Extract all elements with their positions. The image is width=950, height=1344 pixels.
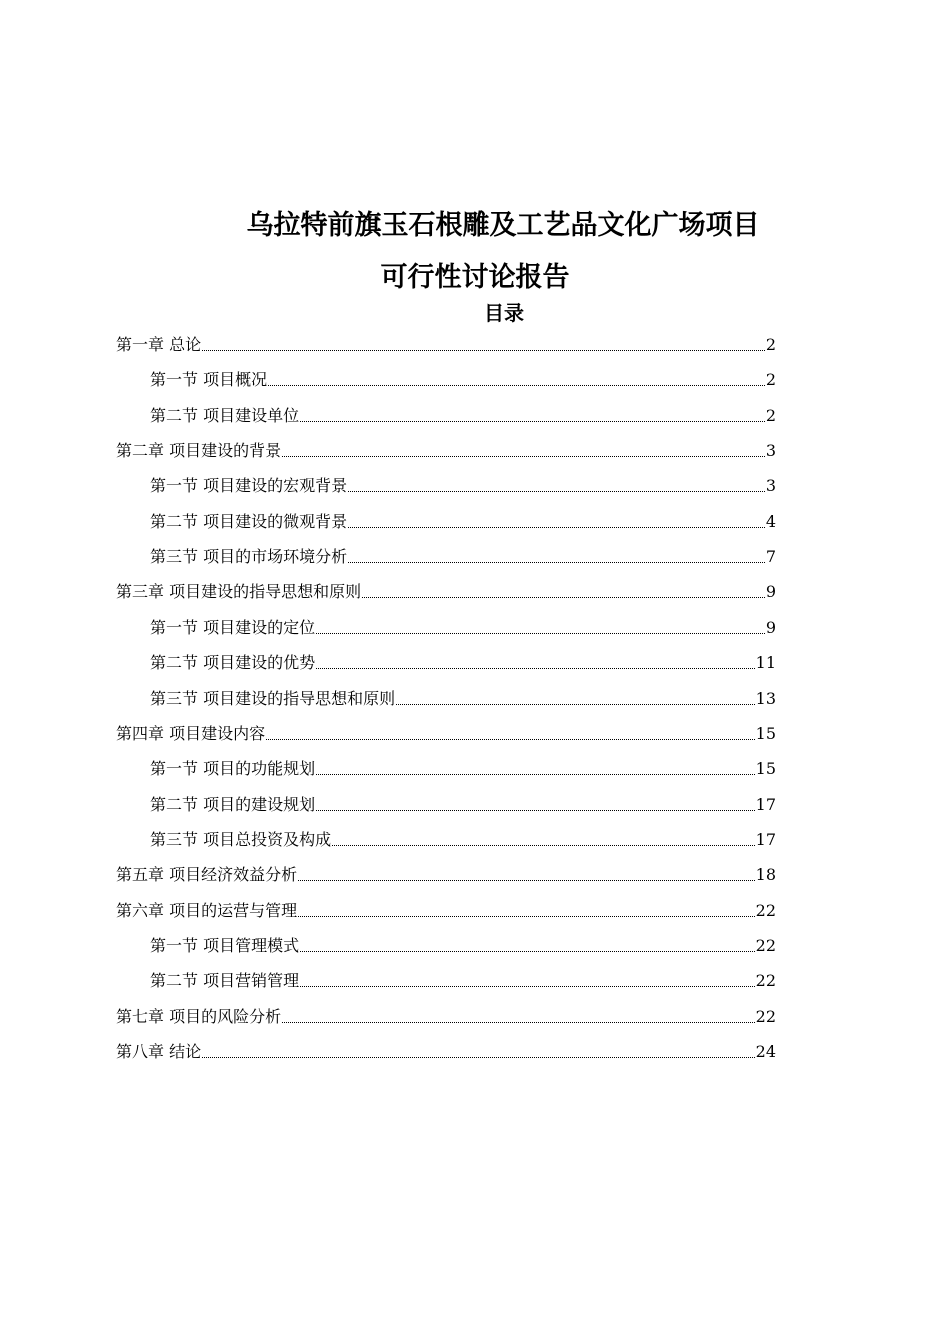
toc-entry-label: 第一节 项目的功能规划 — [150, 759, 316, 779]
toc-dot-leader — [332, 844, 755, 846]
toc-entry-page-number: 24 — [755, 1042, 776, 1061]
toc-entry-label: 第二节 项目建设的微观背景 — [150, 511, 348, 531]
toc-entry-page-number: 3 — [765, 476, 776, 496]
toc-chapter-entry[interactable] — [116, 992, 776, 1027]
toc-section-entry[interactable] — [150, 921, 776, 956]
toc-chapter-entry[interactable] — [116, 426, 776, 461]
toc-dot-leader — [300, 950, 755, 952]
toc-entry-label: 第二节 项目的建设规划 — [150, 794, 316, 814]
toc-entry-page-number: 15 — [755, 723, 776, 743]
toc-dot-leader — [268, 384, 765, 386]
toc-entry-page-number: 22 — [755, 900, 776, 920]
toc-entry-page-number: 17 — [755, 829, 776, 849]
toc-chapter-entry[interactable] — [116, 567, 776, 602]
toc-chapter-entry[interactable] — [116, 1027, 776, 1062]
toc-entry-label: 第七章 项目的风险分析 — [116, 1006, 282, 1026]
toc-dot-leader — [316, 667, 755, 669]
toc-entry-page-number: 17 — [755, 794, 776, 814]
toc-dot-leader — [282, 455, 765, 457]
toc-section-entry[interactable] — [150, 744, 776, 779]
toc-section-entry[interactable] — [150, 391, 776, 426]
toc-entry-page-number: 9 — [765, 582, 776, 602]
toc-dot-leader — [266, 738, 755, 740]
toc-entry-label: 第八章 结论 — [116, 1042, 202, 1061]
toc-section-entry[interactable] — [150, 815, 776, 850]
toc-dot-leader — [202, 1056, 755, 1058]
toc-chapter-entry[interactable] — [116, 850, 776, 885]
toc-entry-page-number: 2 — [765, 370, 776, 390]
toc-entry-label: 第三节 项目建设的指导思想和原则 — [150, 688, 396, 708]
toc-entry-page-number: 22 — [755, 1006, 776, 1026]
toc-section-entry[interactable] — [150, 674, 776, 709]
toc-heading: 目录 — [484, 301, 524, 325]
toc-dot-leader — [282, 1021, 755, 1023]
toc-entry-page-number: 22 — [755, 971, 776, 991]
toc-entry-label: 第三节 项目总投资及构成 — [150, 829, 332, 849]
toc-section-entry[interactable] — [150, 603, 776, 638]
toc-entry-label: 第二节 项目建设的优势 — [150, 653, 316, 673]
toc-entry-label: 第五章 项目经济效益分析 — [116, 865, 298, 885]
toc-entry-page-number: 7 — [765, 547, 776, 567]
toc-section-entry[interactable] — [150, 638, 776, 673]
toc-entry-label: 第一节 项目建设的定位 — [150, 617, 316, 637]
toc-section-entry[interactable] — [150, 956, 776, 991]
toc-entry-page-number: 15 — [755, 759, 776, 779]
toc-entry-label: 第二章 项目建设的背景 — [116, 441, 282, 461]
toc-dot-leader — [202, 349, 765, 351]
toc-entry-page-number: 13 — [755, 688, 776, 708]
toc-dot-leader — [396, 703, 755, 705]
document-title-line-2: 可行性讨论报告 — [380, 262, 570, 293]
toc-dot-leader — [348, 526, 765, 528]
toc-entry-label: 第二节 项目建设单位 — [150, 405, 300, 425]
toc-section-entry[interactable] — [150, 461, 776, 496]
toc-entry-page-number: 3 — [765, 441, 776, 461]
toc-entry-label: 第一节 项目建设的宏观背景 — [150, 476, 348, 496]
toc-entry-label: 第三节 项目的市场环境分析 — [150, 547, 348, 567]
toc-section-entry[interactable] — [150, 355, 776, 390]
toc-dot-leader — [298, 879, 755, 881]
toc-dot-leader — [348, 561, 765, 563]
toc-section-entry[interactable] — [150, 780, 776, 815]
toc-dot-leader — [298, 915, 755, 917]
toc-section-entry[interactable] — [150, 497, 776, 532]
document-title-line-1: 乌拉特前旗玉石根雕及工艺品文化广场项目 — [246, 210, 760, 241]
toc-section-entry[interactable] — [150, 532, 776, 567]
toc-entry-label: 第一章 总论 — [116, 335, 202, 354]
toc-entry-page-number: 9 — [765, 617, 776, 637]
toc-dot-leader — [316, 809, 755, 811]
toc-entry-page-number: 11 — [755, 653, 776, 673]
toc-dot-leader — [300, 985, 755, 987]
toc-dot-leader — [316, 632, 765, 634]
toc-entry-label: 第三章 项目建设的指导思想和原则 — [116, 582, 362, 602]
toc-entry-page-number: 18 — [755, 865, 776, 885]
toc-chapter-entry[interactable] — [116, 709, 776, 744]
toc-entry-label: 第一节 项目概况 — [150, 370, 268, 390]
toc-chapter-entry[interactable] — [116, 320, 776, 355]
toc-entry-label: 第六章 项目的运营与管理 — [116, 900, 298, 920]
toc-entry-page-number: 2 — [765, 335, 776, 354]
toc-entry-label: 第一节 项目管理模式 — [150, 935, 300, 955]
toc-dot-leader — [300, 420, 765, 422]
toc-dot-leader — [316, 773, 755, 775]
toc-chapter-entry[interactable] — [116, 886, 776, 921]
toc-entry-label: 第二节 项目营销管理 — [150, 971, 300, 991]
toc-entry-page-number: 4 — [765, 511, 776, 531]
toc-dot-leader — [348, 490, 765, 492]
toc-entry-page-number: 2 — [765, 405, 776, 425]
toc-entry-label: 第四章 项目建设内容 — [116, 723, 266, 743]
toc-dot-leader — [362, 596, 765, 598]
toc-entry-page-number: 22 — [755, 935, 776, 955]
